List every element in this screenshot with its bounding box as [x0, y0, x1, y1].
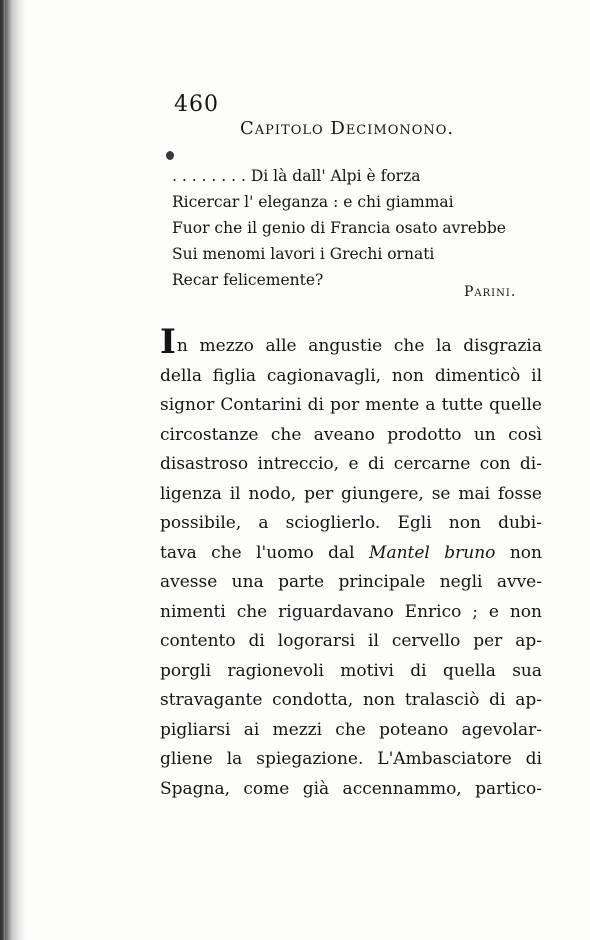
spine-edge-line	[9, 0, 10, 940]
page-number: 460	[174, 92, 219, 117]
epigraph-line: . . . . . . . . Di là dall' Alpi è forza	[172, 167, 421, 185]
drop-cap: I	[160, 322, 176, 362]
epigraph-line: Recar felicemente?	[172, 271, 324, 289]
chapter-title: Capitolo Decimonono.	[240, 118, 455, 139]
epigraph	[172, 163, 532, 293]
body-line: stravagante condotta, non tralasciò di ap-	[160, 690, 542, 710]
epigraph-line: Ricercar l' eleganza : e chi giammai	[172, 193, 454, 211]
body-line: pigliarsi ai mezzi che poteano agevolar-	[160, 719, 542, 740]
body-paragraph	[160, 322, 542, 804]
body-line: nimenti che riguardavano Enrico ; e non	[160, 601, 542, 622]
body-line: contento di logorarsi il cervello per ap-	[160, 631, 542, 651]
body-line: circostanze che aveano prodotto un così	[160, 424, 542, 445]
ink-blot	[166, 151, 174, 160]
body-line-text: non	[495, 542, 542, 563]
body-line: ligenza il nodo, per giungere, se mai fosse	[160, 483, 542, 504]
body-line	[160, 539, 542, 569]
body-line: disastroso intreccio, e di cercarne con di-	[160, 454, 542, 474]
epigraph-attribution: Parini.	[464, 284, 517, 300]
body-line-text: tava che l'uomo dal	[160, 542, 370, 563]
epigraph-line: Sui menomi lavori i Grechi ornati	[172, 245, 435, 263]
body-line: possibile, a scioglierlo. Egli non dubi-	[160, 513, 542, 533]
spine-edge-line	[4, 0, 5, 940]
body-line	[160, 322, 542, 362]
italic-phrase: Mantel bruno	[369, 542, 496, 563]
epigraph-line: Fuor che il genio di Francia osato avrebbe	[172, 219, 506, 237]
body-line: signor Contarini di por mente a tutte quelle	[160, 395, 542, 415]
body-line: avesse una parte principale negli avve-	[160, 572, 542, 592]
body-line: gliene la spiegazione. L'Ambasciatore di	[160, 749, 542, 769]
body-line-text: n mezzo alle angustie che la disgrazia	[176, 336, 542, 356]
body-line: della figlia cagionavagli, non dimenticò il	[160, 365, 542, 386]
body-line: porgli ragionevoli motivi di quella sua	[160, 660, 542, 681]
body-line: Spagna, come già accennammo, partico-	[160, 778, 542, 799]
